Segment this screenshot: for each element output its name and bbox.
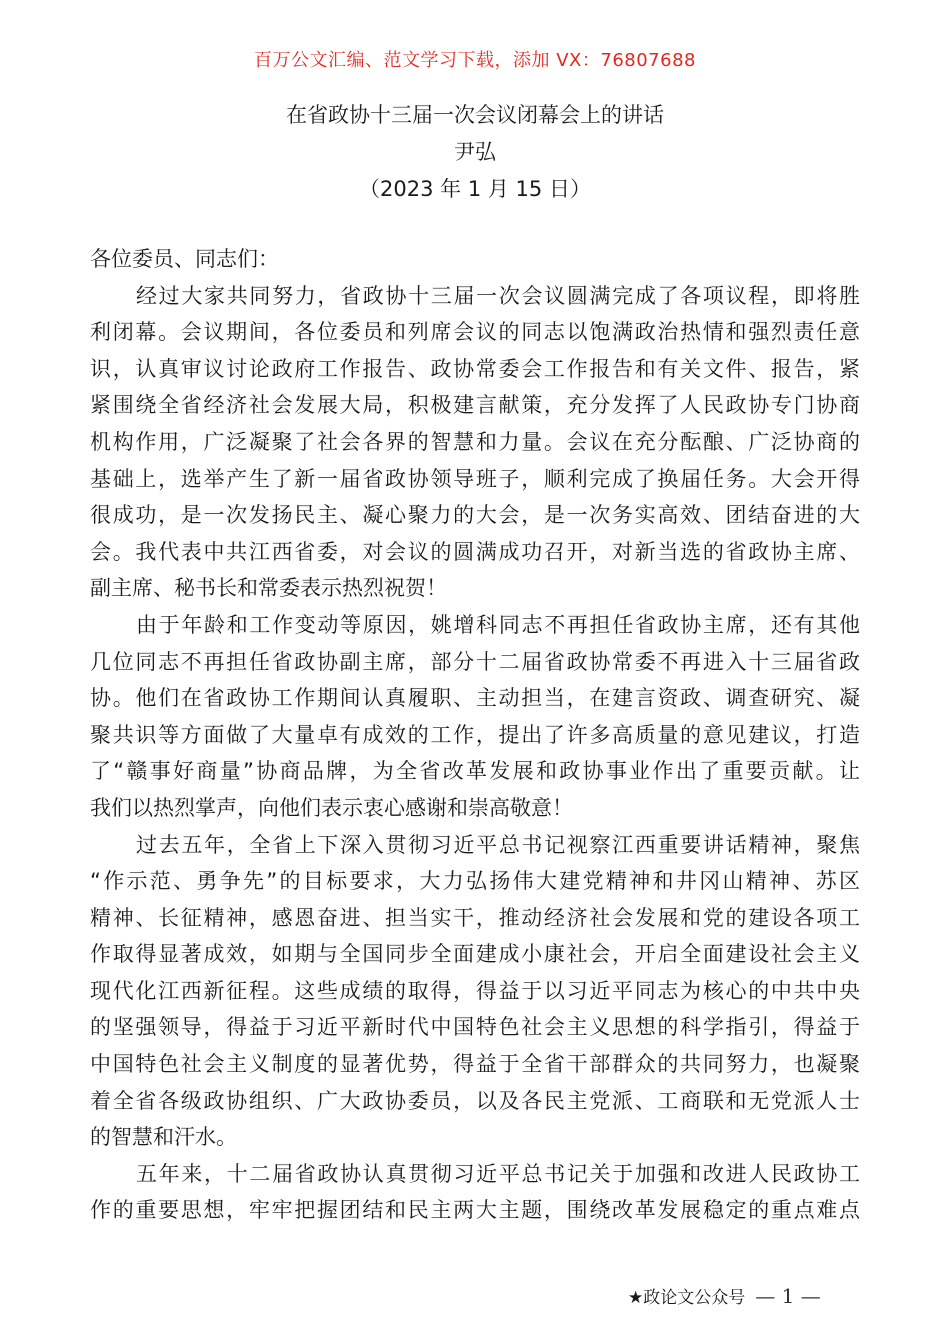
text-line: 协。他们在省政协工作期间认真履职、主动担当，在建言资政、调查研究、凝	[90, 686, 860, 711]
text-line: 会。我代表中共江西省委，对会议的圆满成功召开，对新当选的省政协主席、	[90, 539, 860, 564]
text-line: “作示范、勇争先”的目标要求，大力弘扬伟大建党精神和井冈山精神、苏区	[90, 869, 860, 894]
text-line: 精神、长征精神，感恩奋进、担当实干，推动经济社会发展和党的建设各项工	[90, 905, 860, 930]
page-number: — 1 —	[755, 1283, 821, 1308]
text-line: 基础上，选举产生了新一届省政协领导班子，顺利完成了换届任务。大会开得	[90, 466, 860, 491]
text-line: 着全省各级政协组织、广大政协委员，以及各民主党派、工商联和无党派人士	[90, 1088, 860, 1113]
text-line: 我们以热烈掌声，向他们表示衷心感谢和崇高敬意！	[90, 795, 573, 820]
text-line: 几位同志不再担任省政协副主席，部分十二届省政协常委不再进入十三届省政	[90, 649, 860, 674]
text-line: 紧围绕全省经济社会发展大局，积极建言献策，充分发挥了人民政协专门协商	[90, 393, 860, 418]
document-title: 在省政协十三届一次会议闭幕会上的讲话	[286, 103, 664, 127]
document-header	[0, 97, 950, 208]
text-line: 中国特色社会主义制度的显著优势，得益于全省干部群众的共同努力，也凝聚	[90, 1052, 860, 1077]
text-line: 五年来，十二届省政协认真贯彻习近平总书记关于加强和改进人民政协工	[136, 1161, 860, 1186]
text-line: 的坚强领导，得益于习近平新时代中国特色社会主义思想的科学指引，得益于	[90, 1015, 860, 1040]
page-footer	[628, 1283, 821, 1308]
text-line: 各位委员、同志们：	[90, 247, 279, 271]
footer-source: ★政论文公众号	[628, 1288, 746, 1308]
text-line: 副主席、秘书长和常委表示热烈祝贺！	[90, 576, 447, 601]
text-line: 聚共识等方面做了大量卓有成效的工作，提出了许多高质量的意见建议，打造	[90, 722, 860, 747]
text-line: 利闭幕。会议期间，各位委员和列席会议的同志以饱满政治热情和强烈责任意	[90, 320, 860, 345]
text-line: 由于年龄和工作变动等原因，姚增科同志不再担任省政协主席，还有其他	[136, 612, 860, 637]
text-line: 的智慧和汗水。	[90, 1125, 237, 1150]
text-line: 作取得显著成效，如期与全国同步全面建成小康社会，开启全面建设社会主义	[90, 942, 860, 967]
author-name: 尹弘	[454, 140, 496, 164]
text-line: 现代化江西新征程。这些成绩的取得，得益于以习近平同志为核心的中共中央	[90, 978, 860, 1003]
text-line: 经过大家共同努力，省政协十三届一次会议圆满完成了各项议程，即将胜	[136, 283, 860, 308]
text-line: 作的重要思想，牢牢把握团结和民主两大主题，围绕改革发展稳定的重点难点	[90, 1198, 860, 1223]
watermark-banner: 百万公文汇编、范文学习下载，添加 VX：76807688	[254, 50, 696, 71]
text-line: 了“赣事好商量”协商品牌，为全省改革发展和政协事业作出了重要贡献。让	[90, 759, 860, 784]
document-date: （2023 年 1 月 15 日）	[359, 177, 591, 201]
text-line: 机构作用，广泛凝聚了社会各界的智慧和力量。会议在充分酝酿、广泛协商的	[90, 429, 860, 454]
text-line: 很成功，是一次发扬民主、凝心聚力的大会，是一次务实高效、团结奋进的大	[90, 503, 860, 528]
text-line: 识，认真审议讨论政府工作报告、政协常委会工作报告和有关文件、报告，紧	[90, 356, 860, 381]
document-body	[90, 241, 860, 1229]
text-line: 过去五年，全省上下深入贯彻习近平总书记视察江西重要讲话精神，聚焦	[136, 832, 860, 857]
